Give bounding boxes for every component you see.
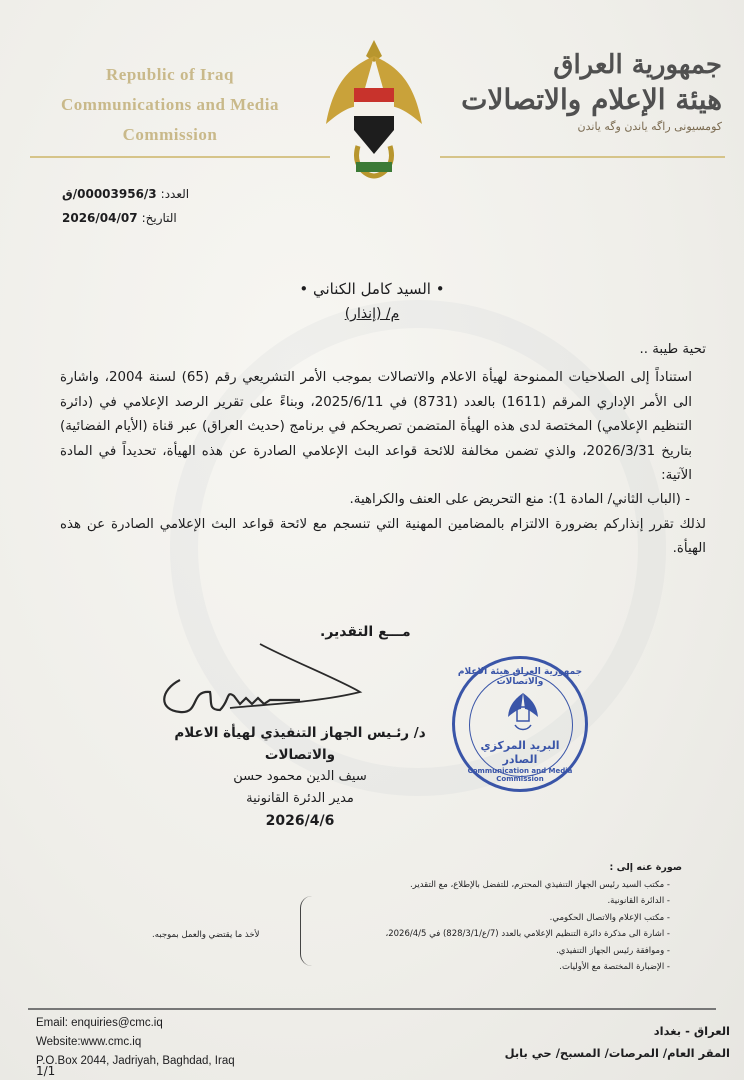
ref-date-row (62, 206, 189, 230)
header-ar-line2: هيئة الإعلام والاتصالات (461, 83, 722, 116)
footer-website: Website:www.cmc.iq (36, 1036, 142, 1048)
ref-number-value: 00003956/3/ق (62, 187, 157, 201)
signatory-block (150, 722, 450, 832)
copies-side-note: لأخذ ما يقتضي والعمل بموجبه. (152, 930, 260, 940)
copies-item: - الدائرة القانونية. (262, 893, 670, 910)
copies-item: - الإضبارة المختصة مع الأوليات. (262, 959, 670, 976)
greeting: تحية طيبة .. (639, 342, 706, 357)
ref-date-label: التاريخ: (141, 211, 177, 225)
stamp-middle-text (455, 739, 585, 767)
footer-address (505, 1020, 730, 1064)
signatory-title: د/ رئـيس الجهاز التنفيذي لهيأة الاعلام والاتصالات (174, 725, 426, 763)
header-en-line3: Commission (122, 125, 218, 144)
letter-body (60, 338, 706, 562)
ref-number-label: العدد: (160, 187, 190, 201)
stamp-middle-line2: الصادر (502, 753, 538, 766)
copies-item: - مكتب الإعلام والاتصال الحكومي. (262, 910, 670, 927)
copies-to-block (262, 860, 682, 976)
signatory-date: 2026/4/6 (265, 813, 335, 829)
copies-item: - مكتب السيد رئيس الجهاز التنفيذي المحترم، للتفضل بالإطلاع، مع التقدير. (262, 877, 670, 894)
header-arabic (442, 48, 722, 133)
handwritten-signature (150, 640, 370, 730)
footer-pobox: P.O.Box 2044, Jadriyah, Baghdad, Iraq (36, 1055, 235, 1067)
copies-brace (300, 896, 315, 966)
copies-item: - اشارة الى مذكرة دائرة التنظيم الإعلامي بالعدد (7/ع/828/3/1) في 2026/4/5، (262, 926, 670, 943)
signatory-name: سيف الدين محمود حسن (233, 769, 367, 784)
stamp-top-text: جمهورية العراق هيئة الاعلام والاتصالات (457, 667, 583, 687)
header-kurdish-line: كومسيونى راگه ياندن وگه ياندن (577, 120, 722, 133)
ref-number-row (62, 182, 189, 206)
signatory-role: مدير الدئرة القانونية (246, 791, 354, 806)
ref-date-value: 2026/04/07 (62, 211, 138, 225)
iraq-eagle-emblem (322, 36, 426, 186)
footer-ar-line1: العراق - بغداد (653, 1024, 730, 1038)
paragraph-1: استناداً إلى الصلاحيات الممنوحة لهيأة الاعلام والاتصالات بموجب الأمر التشريعي رقم (65) لسنة 2004، واشارة الى الأمر الإداري المرقم (1611) بالعدد (8731) في 2025/6/11، وبناءً على تقرير الرصد الإعلامي في (دائرة التنظيم الإعلامي) المختصة لدى هذه الهيأة المتضمن تصريحكم في برنامج (حديث العراق) عبر قناة (الأيام الفضائية) بتاريخ 2026/3/31، والذي تضمن مخالفة للائحة قواعد البث الإعلامي الصادرة عن هذه الهيأة، تحديداً في المادة الآتية: (60, 370, 692, 484)
header-en-line2: Communications and Media (61, 95, 279, 114)
footer-ar-line2: المقر العام/ المرصات/ المسبح/ حي بابل (504, 1046, 730, 1060)
footer-email: Email: enquiries@cmc.iq (36, 1017, 163, 1029)
addressee-name: • السيد كامل الكناني • (299, 280, 445, 298)
header-ar-line1: جمهورية العراق (553, 50, 722, 80)
addressee-block (0, 280, 744, 322)
copies-list (262, 877, 682, 976)
regards: مـــع التقدير. (320, 624, 411, 640)
stamp-eagle-icon (507, 691, 539, 733)
footer-contact (36, 1014, 235, 1071)
paragraph-2: لذلك تقرر إنذاركم بضرورة الالتزام بالمضامين المهنية التي تنسجم مع لائحة قواعد البث الإعلامي الصادرة عن هذه الهيأة. (60, 516, 706, 557)
header-rule-left (30, 156, 330, 158)
bullet-item-1: - (الباب الثاني/ المادة 1): منع التحريض على العنف والكراهية. (349, 492, 690, 508)
copies-item: - وموافقة رئيس الجهاز التنفيذي. (262, 943, 670, 960)
header-rule-right (440, 156, 725, 158)
copies-heading: صورة عنه إلى : (609, 862, 682, 873)
page-number: 1/1 (36, 1064, 56, 1078)
subject-line: م/ (إنذار) (344, 306, 400, 322)
header-english (30, 60, 310, 150)
official-stamp (452, 656, 588, 792)
stamp-bottom-text: Communication and Media Commission (467, 767, 573, 783)
footer-rule (28, 1008, 716, 1010)
stamp-middle-line1: البريد المركزي (480, 739, 560, 752)
header-en-line1: Republic of Iraq (106, 65, 234, 84)
reference-block (62, 182, 189, 230)
